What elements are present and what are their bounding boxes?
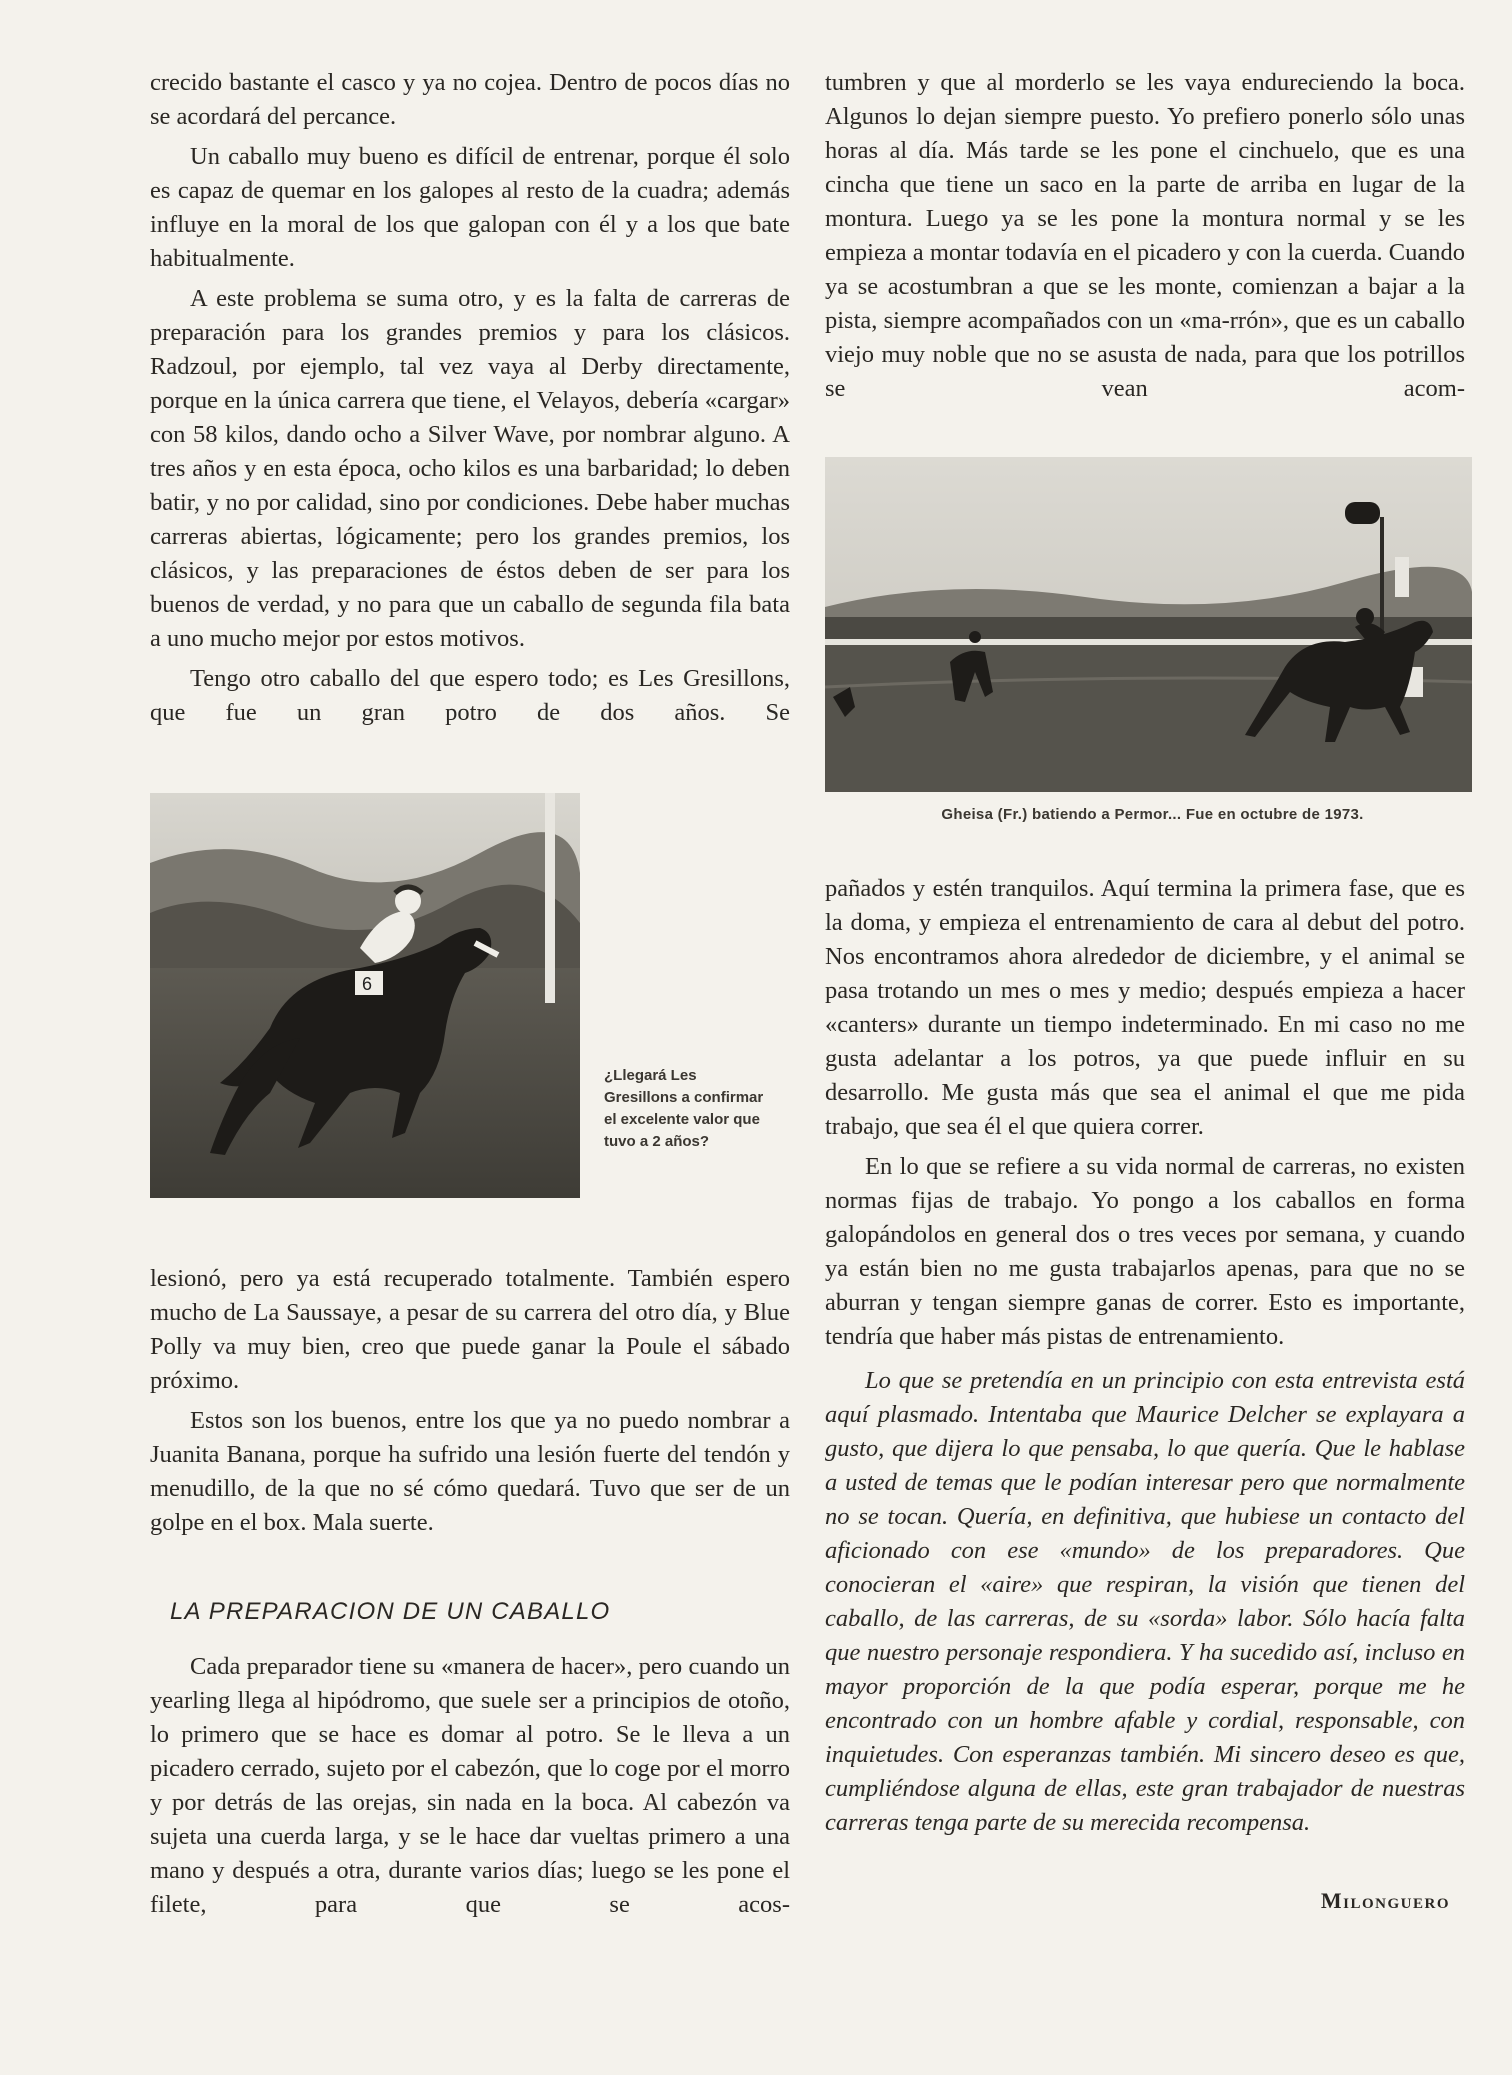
photo-left-caption: ¿Llegará Les Gresillons a confirmar el excelente valor que tuvo a 2 años? [604, 1067, 764, 1150]
paragraph: pañados y estén tranquilos. Aquí termina la primera fase, que es la doma, y empieza el entrenamiento de cara al debut del potro. Nos encontramos ahora alrededor de diciembre, y el animal se pasa trotando un mes o mes y medio; después empieza a hacer «canters» durante un tiempo indeterminado. En mi caso no me gusta adelantar a los potros, ya que puede influir en su desarrollo. Me gusta más que sea el animal el que me pida trabajo, que sea él el que quiera correr. [825, 875, 1465, 1140]
photo-top-caption: Gheisa (Fr.) batiendo a Permor... Fue en octubre de 1973. [941, 806, 1364, 823]
horse-jockey-illustration [150, 793, 580, 1198]
col1-bottom-text [150, 1650, 790, 1922]
paragraph: Estos son los buenos, entre los que ya no puedo nombrar a Juanita Banana, porque ha sufrido una lesión fuerte del tendón y menudillo, de la que no sé cómo quedará. Tuvo que ser de un golpe en el box. Mala suerte. [150, 1407, 790, 1536]
paragraph: Lo que se pretendía en un principio con esta entrevista está aquí plasmado. Intentaba que Maurice Delcher se explayara a gusto, que dijera lo que pensaba, lo que quería. Que le hablase a usted de temas que le podían interesar pero que normalmente no se tocan. Quería, en definitiva, que hubiese un contacto del aficionado con ese «mundo» de los preparadores. Que conocieran el «aire» que respiran, la visión que tienen del caballo, de las carreras, de su «sorda» labor. Sólo hacía falta que nuestro personaje respondiera. Y ha sucedido así, incluso en mayor proporción de la que podía esperar, porque me he encontrado con un hombre afable y cordial, responsable, con inquietudes. Con esperanzas también. Mi sincero deseo es que, cumpliéndose alguna de ellas, este gran trabajador de nuestras carreras tenga parte de su merecida recompensa. [825, 1367, 1465, 1836]
svg-text:6: 6 [362, 974, 373, 994]
author-signature: Milonguero [1320, 1888, 1450, 1913]
paragraph: A este problema se suma otro, y es la falta de carreras de preparación para los grandes premios y para los clásicos. Radzoul, por ejemplo, tal vez vaya al Derby directamente, porque en la única carrera que tiene, el Velayos, debería «cargar» con 58 kilos, dando ocho a Silver Wave, por nombrar alguno. A tres años y en esta época, ocho kilos es una barbaridad; lo deben batir, y no por calidad, sino por condiciones. Debe haber muchas carreras abiertas, lógicamente; pero los grandes premios, los clásicos, y las preparaciones de éstos deben de ser para los buenos de verdad, y no para que un caballo de segunda fila bata a uno mucho mejor por estos motivos. [150, 285, 790, 652]
race-finish-illustration [825, 457, 1472, 792]
paragraph: crecido bastante el casco y ya no cojea. Dentro de pocos días no se acordará del percance. [150, 69, 790, 130]
paragraph: Tengo otro caballo del que espero todo; es Les Gresillons, que fue un gran potro de dos años. Se [150, 665, 790, 726]
col1-mid-text [150, 1262, 790, 1540]
section-heading: LA PREPARACION DE UN CABALLO [170, 1598, 611, 1625]
paragraph: Un caballo muy bueno es difícil de entrenar, porque él solo es capaz de quemar en los galopes al resto de la cuadra; además influye en la moral de los que galopan con él y a los que bate habitualmente. [150, 143, 790, 272]
photo-les-gresillons [150, 793, 580, 1198]
photo-race-finish [825, 457, 1472, 792]
paragraph: lesionó, pero ya está recuperado totalmente. También espero mucho de La Saussaye, a pesar de su carrera del otro día, y Blue Polly va muy bien, creo que puede ganar la Poule el sábado próximo. [150, 1265, 790, 1394]
col1-top-text [150, 66, 790, 730]
col2-mid-text [825, 872, 1465, 1354]
col2-top-text [825, 66, 1465, 406]
paragraph: tumbren y que al morderlo se les vaya endureciendo la boca. Algunos lo dejan siempre puesto. Yo prefiero ponerlo sólo unas horas al día. Más tarde se les pone el cinchuelo, que es una cincha que tiene un saco en la parte de arriba en lugar de la montura. Luego ya se les pone la montura normal y se les empieza a montar todavía en el picadero y con la cuerda. Cuando ya se acostumbran a que se les monte, comienzan a bajar a la pista, siempre acompañados con un «ma-rrón», que es un caballo viejo muy noble que no se asusta de nada, para que los potrillos se vean acom- [825, 69, 1465, 402]
paragraph: Cada preparador tiene su «manera de hacer», pero cuando un yearling llega al hipódromo, que suele ser a principios de otoño, lo primero que se hace es domar al potro. Se le lleva a un picadero cerrado, sujeto por el cabezón, que lo coge por el morro y por detrás de las orejas, sin nada en la boca. Al cabezón va sujeta una cuerda larga, y se le hace dar vueltas primero a una mano y después a otra, durante varios días; luego se les pone el filete, para que se acos- [150, 1653, 790, 1918]
paragraph: En lo que se refiere a su vida normal de carreras, no existen normas fijas de trabajo. Yo pongo a los caballos en forma galopándolos en general dos o tres veces por semana, y cuando ya están bien no me gusta trabajarlos apenas, para que no se aburran y tengan siempre ganas de correr. Esto es importante, tendría que haber más pistas de entrenamiento. [825, 1153, 1465, 1350]
col2-closing-text [825, 1364, 1465, 1840]
